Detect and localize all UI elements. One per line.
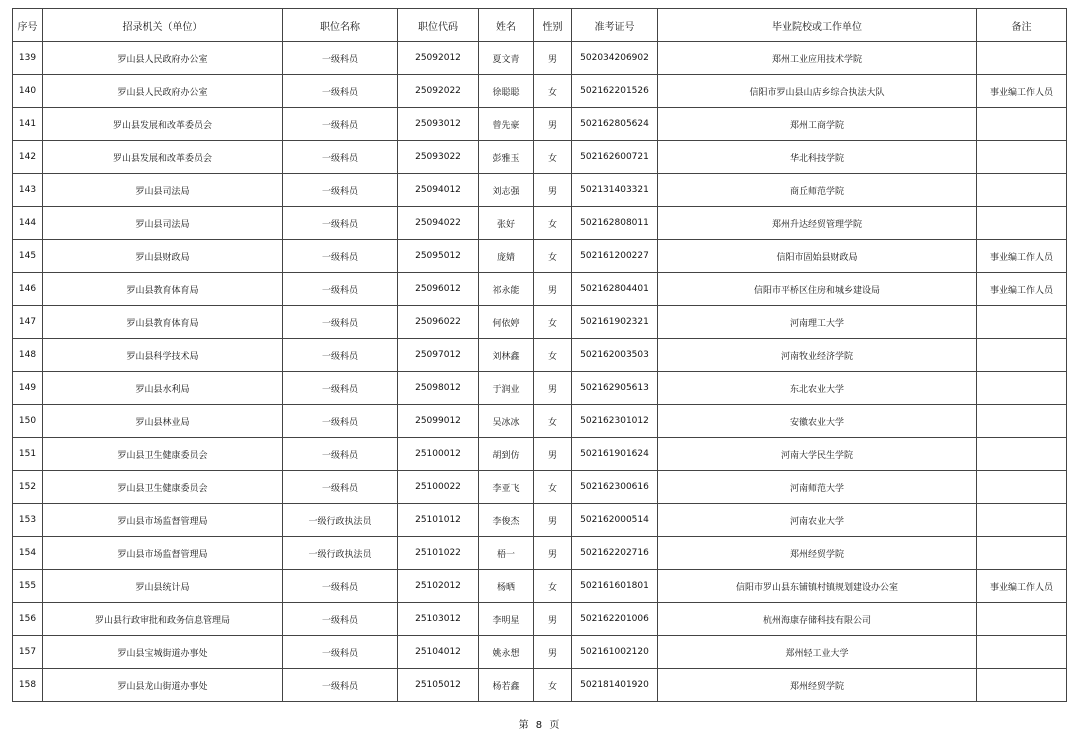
col-header-school: 毕业院校或工作单位 [658,9,977,42]
cell-position: 一级行政执法员 [283,537,398,570]
cell-school: 河南理工大学 [658,306,977,339]
cell-gender: 女 [534,141,572,174]
cell-gender: 男 [534,537,572,570]
table-row [13,669,1067,702]
cell-index: 147 [13,306,43,339]
cell-school: 信阳市罗山县东铺镇村镇规划建设办公室 [658,570,977,603]
table-row [13,273,1067,306]
cell-exam-id: 502162201526 [572,75,658,108]
cell-position: 一级科员 [283,141,398,174]
cell-exam-id: 502034206902 [572,42,658,75]
cell-exam-id: 502162000514 [572,504,658,537]
table-row [13,108,1067,141]
cell-remark [977,603,1067,636]
cell-name: 梧一 [479,537,534,570]
cell-code: 25099012 [398,405,479,438]
cell-remark [977,636,1067,669]
cell-index: 148 [13,339,43,372]
cell-gender: 女 [534,339,572,372]
table-row [13,636,1067,669]
cell-gender: 男 [534,372,572,405]
cell-gender: 男 [534,636,572,669]
cell-school: 郑州经贸学院 [658,537,977,570]
table-row [13,570,1067,603]
cell-code: 25102012 [398,570,479,603]
cell-school: 郑州工业应用技术学院 [658,42,977,75]
cell-position: 一级科员 [283,438,398,471]
cell-remark [977,306,1067,339]
cell-code: 25092012 [398,42,479,75]
cell-school: 杭州海康存储科技有限公司 [658,603,977,636]
cell-gender: 男 [534,273,572,306]
cell-exam-id: 502161601801 [572,570,658,603]
cell-position: 一级科员 [283,339,398,372]
table-row [13,75,1067,108]
cell-code: 25096012 [398,273,479,306]
col-header-gender: 性别 [534,9,572,42]
cell-name: 祁永能 [479,273,534,306]
cell-agency: 罗山县科学技术局 [43,339,283,372]
cell-code: 25097012 [398,339,479,372]
cell-school: 信阳市罗山县山店乡综合执法大队 [658,75,977,108]
cell-position: 一级科员 [283,636,398,669]
cell-name: 姚永想 [479,636,534,669]
cell-exam-id: 502162905613 [572,372,658,405]
cell-agency: 罗山县发展和改革委员会 [43,141,283,174]
cell-code: 25094022 [398,207,479,240]
cell-school: 商丘师范学院 [658,174,977,207]
cell-exam-id: 502161200227 [572,240,658,273]
cell-gender: 女 [534,570,572,603]
col-header-code: 职位代码 [398,9,479,42]
candidate-table [12,8,1067,702]
cell-code: 25104012 [398,636,479,669]
cell-gender: 男 [534,504,572,537]
cell-school: 郑州经贸学院 [658,669,977,702]
cell-position: 一级科员 [283,669,398,702]
cell-exam-id: 502161901624 [572,438,658,471]
cell-remark: 事业编工作人员 [977,75,1067,108]
cell-agency: 罗山县水利局 [43,372,283,405]
cell-code: 25093022 [398,141,479,174]
cell-remark: 事业编工作人员 [977,570,1067,603]
cell-exam-id: 502162300616 [572,471,658,504]
cell-gender: 女 [534,240,572,273]
cell-name: 李俊杰 [479,504,534,537]
table-row [13,405,1067,438]
cell-code: 25105012 [398,669,479,702]
cell-name: 杨若鑫 [479,669,534,702]
cell-agency: 罗山县统计局 [43,570,283,603]
cell-code: 25100012 [398,438,479,471]
table-row [13,372,1067,405]
cell-name: 刘志强 [479,174,534,207]
table-row [13,603,1067,636]
cell-remark [977,207,1067,240]
cell-index: 149 [13,372,43,405]
cell-name: 杨晒 [479,570,534,603]
table-row [13,504,1067,537]
cell-gender: 女 [534,405,572,438]
cell-exam-id: 502162201006 [572,603,658,636]
cell-gender: 男 [534,174,572,207]
cell-gender: 女 [534,207,572,240]
cell-school: 安徽农业大学 [658,405,977,438]
cell-position: 一级科员 [283,570,398,603]
table-row [13,174,1067,207]
cell-index: 143 [13,174,43,207]
cell-exam-id: 502162600721 [572,141,658,174]
cell-remark [977,405,1067,438]
col-header-remark: 备注 [977,9,1067,42]
cell-name: 何依婷 [479,306,534,339]
cell-position: 一级行政执法员 [283,504,398,537]
cell-gender: 女 [534,306,572,339]
cell-exam-id: 502162003503 [572,339,658,372]
cell-school: 东北农业大学 [658,372,977,405]
cell-remark [977,141,1067,174]
cell-agency: 罗山县发展和改革委员会 [43,108,283,141]
cell-name: 胡到仿 [479,438,534,471]
cell-gender: 男 [534,603,572,636]
cell-school: 郑州轻工业大学 [658,636,977,669]
cell-name: 刘林鑫 [479,339,534,372]
cell-code: 25100022 [398,471,479,504]
cell-agency: 罗山县市场监督管理局 [43,504,283,537]
cell-gender: 女 [534,471,572,504]
cell-gender: 女 [534,669,572,702]
col-header-exam-id: 准考证号 [572,9,658,42]
cell-code: 25096022 [398,306,479,339]
cell-exam-id: 502161902321 [572,306,658,339]
cell-name: 张好 [479,207,534,240]
cell-code: 25101012 [398,504,479,537]
cell-index: 156 [13,603,43,636]
cell-agency: 罗山县人民政府办公室 [43,75,283,108]
cell-agency: 罗山县龙山街道办事处 [43,669,283,702]
table-row [13,207,1067,240]
cell-exam-id: 502181401920 [572,669,658,702]
cell-position: 一级科员 [283,207,398,240]
cell-index: 150 [13,405,43,438]
table-row [13,438,1067,471]
cell-position: 一级科员 [283,372,398,405]
cell-position: 一级科员 [283,174,398,207]
cell-agency: 罗山县行政审批和政务信息管理局 [43,603,283,636]
cell-agency: 罗山县财政局 [43,240,283,273]
cell-gender: 男 [534,438,572,471]
cell-code: 25095012 [398,240,479,273]
table-row [13,537,1067,570]
cell-position: 一级科员 [283,273,398,306]
cell-agency: 罗山县人民政府办公室 [43,42,283,75]
cell-agency: 罗山县教育体育局 [43,273,283,306]
cell-school: 华北科技学院 [658,141,977,174]
cell-school: 信阳市平桥区住房和城乡建设局 [658,273,977,306]
cell-school: 河南师范大学 [658,471,977,504]
cell-remark [977,174,1067,207]
cell-agency: 罗山县教育体育局 [43,306,283,339]
table-row [13,339,1067,372]
cell-school: 河南农业大学 [658,504,977,537]
cell-agency: 罗山县司法局 [43,207,283,240]
cell-name: 李明星 [479,603,534,636]
col-header-agency: 招录机关（单位） [43,9,283,42]
cell-exam-id: 502161002120 [572,636,658,669]
cell-gender: 女 [534,75,572,108]
cell-index: 154 [13,537,43,570]
cell-school: 信阳市固始县财政局 [658,240,977,273]
cell-exam-id: 502162808011 [572,207,658,240]
cell-name: 庞婧 [479,240,534,273]
cell-code: 25092022 [398,75,479,108]
cell-name: 曾先豪 [479,108,534,141]
cell-index: 141 [13,108,43,141]
col-header-position: 职位名称 [283,9,398,42]
cell-remark: 事业编工作人员 [977,273,1067,306]
cell-agency: 罗山县卫生健康委员会 [43,438,283,471]
cell-index: 158 [13,669,43,702]
cell-code: 25101022 [398,537,479,570]
cell-position: 一级科员 [283,405,398,438]
col-header-index: 序号 [13,9,43,42]
cell-name: 彭雅玉 [479,141,534,174]
cell-position: 一级科员 [283,306,398,339]
table-row [13,240,1067,273]
cell-code: 25098012 [398,372,479,405]
cell-agency: 罗山县市场监督管理局 [43,537,283,570]
cell-gender: 男 [534,108,572,141]
cell-index: 155 [13,570,43,603]
cell-remark [977,504,1067,537]
cell-code: 25093012 [398,108,479,141]
cell-remark [977,438,1067,471]
cell-code: 25103012 [398,603,479,636]
cell-exam-id: 502162301012 [572,405,658,438]
cell-name: 吴冰冰 [479,405,534,438]
cell-remark [977,537,1067,570]
cell-code: 25094012 [398,174,479,207]
cell-agency: 罗山县林业局 [43,405,283,438]
page-number: 第 8 页 [518,720,562,731]
cell-remark [977,108,1067,141]
cell-index: 140 [13,75,43,108]
cell-remark [977,339,1067,372]
cell-index: 153 [13,504,43,537]
cell-school: 河南牧业经济学院 [658,339,977,372]
cell-position: 一级科员 [283,42,398,75]
cell-position: 一级科员 [283,603,398,636]
cell-position: 一级科员 [283,75,398,108]
cell-name: 李亚飞 [479,471,534,504]
cell-school: 郑州工商学院 [658,108,977,141]
cell-school: 郑州升达经贸管理学院 [658,207,977,240]
table-row [13,141,1067,174]
table-row [13,471,1067,504]
cell-remark [977,42,1067,75]
cell-index: 157 [13,636,43,669]
cell-index: 151 [13,438,43,471]
cell-position: 一级科员 [283,471,398,504]
cell-agency: 罗山县卫生健康委员会 [43,471,283,504]
cell-agency: 罗山县宝城街道办事处 [43,636,283,669]
cell-remark [977,669,1067,702]
cell-index: 144 [13,207,43,240]
cell-index: 152 [13,471,43,504]
cell-gender: 男 [534,42,572,75]
cell-index: 145 [13,240,43,273]
table-row [13,42,1067,75]
cell-exam-id: 502162804401 [572,273,658,306]
cell-remark [977,372,1067,405]
header-row [13,9,1067,42]
cell-agency: 罗山县司法局 [43,174,283,207]
cell-remark: 事业编工作人员 [977,240,1067,273]
cell-position: 一级科员 [283,108,398,141]
cell-exam-id: 502162202716 [572,537,658,570]
cell-exam-id: 502162805624 [572,108,658,141]
col-header-name: 姓名 [479,9,534,42]
cell-name: 夏文青 [479,42,534,75]
cell-index: 146 [13,273,43,306]
cell-remark [977,471,1067,504]
cell-position: 一级科员 [283,240,398,273]
table-row [13,306,1067,339]
cell-index: 142 [13,141,43,174]
cell-name: 于润业 [479,372,534,405]
cell-name: 徐聪聪 [479,75,534,108]
table-body [13,42,1067,702]
cell-school: 河南大学民生学院 [658,438,977,471]
cell-index: 139 [13,42,43,75]
cell-exam-id: 502131403321 [572,174,658,207]
